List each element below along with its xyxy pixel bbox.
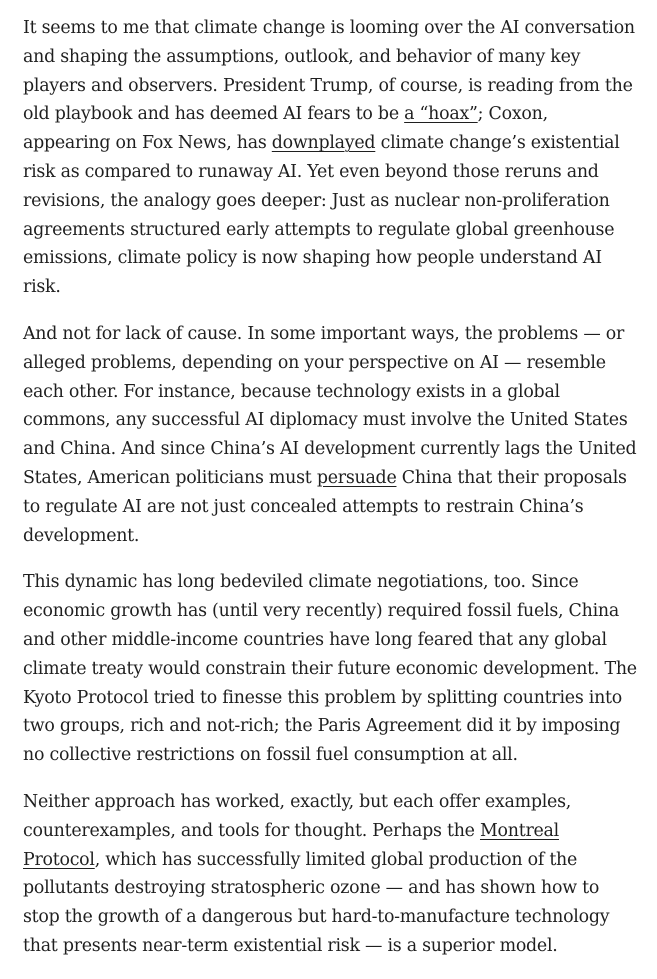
paragraph-4 [23, 788, 637, 961]
article-body [23, 14, 637, 979]
paragraph-2-text-1: And not for lack of cause. In some important ways, the problems — or alleged problems, depending on your perspective on AI — resemble each other. For instance, because technology exists in a global commons, any successful AI diplomacy must involve the United States and China. And since China’s AI development currently lags the United States, American politicians must [23, 323, 637, 488]
paragraph-3-text-1: This dynamic has long bedeviled climate negotiations, too. Since economic growth has (until very recently) required fossil fuels, China and other middle-income countries have long feared that any global climate treaty would constrain their future economic development. The Kyoto Protocol tried to finesse this problem by splitting countries into two groups, rich and not-rich; the Paris Agreement did it by imposing no collective restrictions on fossil fuel consumption at all. [23, 572, 637, 766]
paragraph-1-text-1: It seems to me that climate change is looming over the AI conversation and shaping the assumptions, outlook, and behavior of many key players and observers. President Trump, of course, is reading from the old playbook and has deemed AI fears to be [23, 18, 635, 125]
persuade-link[interactable]: persuade [316, 467, 397, 488]
paragraph-4-text-1: Neither approach has worked, exactly, but each offer examples, counterexamples, and tools for thought. Perhaps the [23, 791, 572, 841]
paragraph-1 [23, 14, 637, 302]
paragraph-4-text-2: , which has successfully limited global production of the pollutants destroying stratospheric ozone — and has shown how to stop the growth of a dangerous but hard-to-manufacture technology that presents near-term existential risk — is a superior model. [23, 849, 610, 956]
paragraph-2 [23, 320, 637, 550]
paragraph-1-text-2: ; Coxon, appearing on Fox News, has [23, 104, 548, 154]
montreal-protocol-link[interactable]: Montreal Protocol [23, 820, 559, 870]
downplayed-link[interactable]: downplayed [271, 133, 376, 154]
paragraph-1-text-3: climate change’s existential risk as compared to runaway AI. Yet even beyond those reruns and revisions, the analogy goes deeper: Just as nuclear non-proliferation agreements structured early attempts to regulate global greenhouse emissions, climate policy is now shaping how people understand AI risk. [23, 133, 620, 298]
paragraph-3 [23, 568, 637, 770]
hoax-link[interactable]: a “hoax” [404, 104, 478, 125]
paragraph-2-text-2: China that their proposals to regulate AI are not just concealed attempts to restrain China’s development. [23, 467, 627, 546]
